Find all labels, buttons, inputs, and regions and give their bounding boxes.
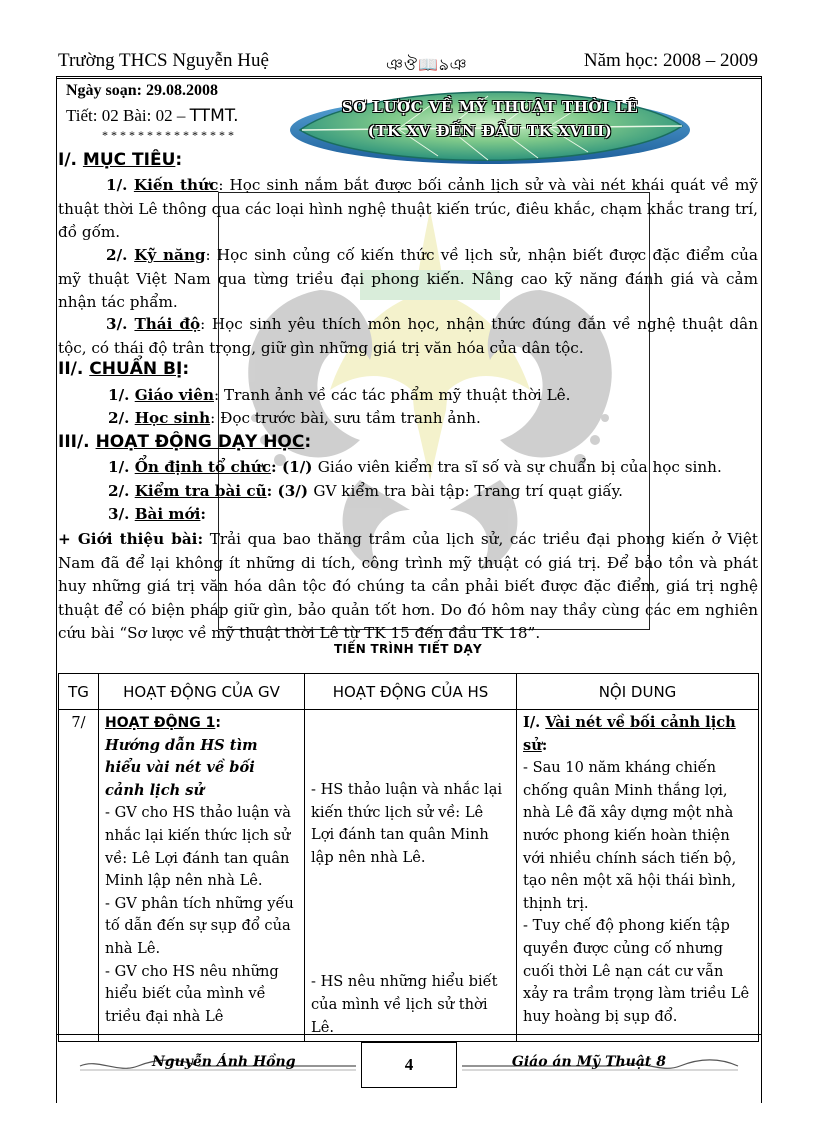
- header-ornament: ঞঔ📖ঌঞ: [386, 57, 468, 74]
- lesson-period-text: Tiết: 02 Bài: 02 –: [66, 106, 190, 125]
- step-colon: :: [200, 505, 207, 523]
- teacher-step: - GV phân tích những yếu tố dẫn đến sự sụp đổ của nhà Lê.: [105, 894, 294, 957]
- step-label: Kiểm tra bài cũ: [134, 482, 267, 500]
- step-check: [108, 482, 623, 500]
- objective-label: Kiến thức: [133, 176, 219, 194]
- col-header-student: HOẠT ĐỘNG CỦA HS: [305, 674, 517, 710]
- content-colon: :: [541, 736, 548, 754]
- prep-label: Học sinh: [134, 409, 211, 427]
- section-objectives-heading: [58, 150, 182, 170]
- step-time: : (1/): [271, 458, 318, 476]
- student-step: - HS nêu những hiểu biết của mình về lịch sử thời Lê.: [311, 973, 498, 1036]
- teacher-step: - GV cho HS thảo luận và nhắc lại kiến thức lịch sử về: Lê Lợi đánh tan quân Minh lập nên nhà Lê.: [105, 804, 291, 890]
- objective-num: 2/.: [106, 246, 135, 264]
- star-divider: ***************: [102, 128, 237, 142]
- teacher-step: - GV cho HS nêu những hiểu biết của mình về triều đại nhà Lê: [105, 962, 279, 1025]
- page-header: [58, 48, 758, 78]
- objective-text: : Học sinh củng cố kiến thức về lịch sử, nhận biết được đặc điểm của mỹ thuật Việt Nam qua từng triều đại phong kiến. Nâng cao kỹ năng đánh giá và cảm nhận tác phẩm.: [58, 246, 758, 311]
- objective-attitude: [58, 313, 758, 360]
- section-activities-heading: [58, 432, 311, 452]
- preparation-date: Ngày soạn: 29.08.2008: [66, 82, 219, 99]
- activity-subtitle: Hướng dẫn HS tìm hiểu vài nét về bối cảnh lịch sử: [105, 736, 258, 799]
- col-header-time: TG: [59, 674, 99, 710]
- lesson-period: [66, 106, 239, 126]
- prep-text: : Đọc trước bài, sưu tầm tranh ảnh.: [210, 409, 481, 427]
- prep-student: [108, 409, 481, 427]
- footer-doc-title: Giáo án Mỹ Thuật 8: [511, 1054, 666, 1070]
- banner-title-line2: (TK XV ĐẾN ĐẦU TK XVIII): [367, 122, 613, 140]
- step-text: Giáo viên kiểm tra sĩ số và sự chuẩn bị của học sinh.: [317, 458, 722, 476]
- section-title: HOẠT ĐỘNG DẠY HỌC: [95, 432, 305, 452]
- objective-num: 1/.: [106, 176, 134, 194]
- spacer: [311, 925, 510, 971]
- section-title: MỤC TIÊU: [82, 150, 176, 170]
- step-time: : (3/): [266, 482, 314, 500]
- prep-num: 2/.: [108, 409, 135, 427]
- objective-text: : Học sinh yêu thích môn học, nhận thức đúng đắn về nghệ thuật dân tộc, có thái độ trân trọng, giữ gìn những giá trị văn hóa của dân tộc.: [58, 315, 758, 357]
- prep-label: Giáo viên: [134, 386, 214, 404]
- content-item: - Tuy chế độ phong kiến tập quyền được củng cố nhưng cuối thời Lê nạn cát cư vẫn xảy ra trầm trọng làm triều Lê huy hoàng bị sụp đổ.: [523, 917, 750, 1025]
- step-num: 1/.: [108, 458, 135, 476]
- spacer: [311, 712, 510, 779]
- content-title: [523, 714, 736, 754]
- content-item: - Sau 10 năm kháng chiến chống quân Minh thắng lợi, nhà Lê đã xây dựng một nhà nước phong kiến hoàn thiện với nhiều chính sách tiến bộ, tạo nên một xã hội thái bình, thịnh trị.: [523, 759, 737, 912]
- activity-title: HOẠT ĐỘNG 1: [105, 715, 216, 731]
- activity-title-colon: :: [215, 715, 221, 731]
- lesson-plan-table: [58, 673, 759, 1042]
- prep-num: 1/.: [108, 386, 135, 404]
- footer-author: Nguyễn Ánh Hồng: [152, 1054, 296, 1070]
- cell-teacher-activity: [99, 710, 305, 1042]
- cell-student-activity: [305, 710, 517, 1042]
- objective-text: : Học sinh nắm bắt được bối cảnh lịch sử và vài nét khái quát về mỹ thuật thời Lê thông qua các loại hình nghệ thuật kiến trúc, điêu khắc, chạm khắc trang trí, đồ gốm.: [58, 176, 758, 241]
- lesson-progress-heading: TIẾN TRÌNH TIẾT DẠY: [333, 642, 483, 656]
- objective-knowledge: [58, 174, 758, 245]
- cell-time: 7/: [59, 710, 99, 1042]
- content-num: I/.: [523, 714, 546, 731]
- section-num: III/.: [58, 432, 96, 452]
- section-colon: :: [175, 150, 183, 170]
- table-header-row: [59, 674, 759, 710]
- page-footer: [56, 1034, 762, 1104]
- cell-content: [517, 710, 759, 1042]
- page-frame-right: [761, 76, 762, 1103]
- section-title: CHUẨN BỊ: [89, 359, 183, 379]
- objective-num: 3/.: [106, 315, 135, 333]
- step-text: GV kiểm tra bài tập: Trang trí quạt giấy.: [313, 482, 624, 500]
- step-label: Ổn định tổ chức: [134, 458, 272, 476]
- section-num: II/.: [58, 359, 90, 379]
- objective-label: Thái độ: [134, 315, 201, 333]
- prep-teacher: [108, 386, 570, 404]
- lesson-introduction: [58, 528, 758, 646]
- section-colon: :: [304, 432, 312, 452]
- intro-label: + Giới thiệu bài:: [58, 530, 204, 548]
- section-colon: :: [182, 359, 190, 379]
- page-frame-left: [56, 76, 57, 1103]
- intro-text: Trải qua bao thăng trầm của lịch sử, các triều đại phong kiến ở Việt Nam đã để lại không ít những di tích, công trình mỹ thuật có giá trị. Để bảo tồn và phát huy những giá trị văn hóa dân tộc đó chúng ta cần phải biết được đặc điểm, giá trị nghệ thuật để có biện pháp giữ gìn, bảo quản tốt hơn. Do đó hôm nay thầy cùng các em nghiên cứu bài “Sơ lược về mỹ thuật thời Lê từ TK 15 đến đầu TK 18”.: [58, 530, 758, 642]
- student-step: - HS thảo luận và nhắc lại kiến thức lịch sử về: Lê Lợi đánh tan quân Minh lập nên nhà Lê.: [311, 781, 503, 866]
- lesson-period-code: TTMT.: [189, 106, 239, 126]
- objective-skill: [58, 244, 758, 315]
- step-num: 2/.: [108, 482, 135, 500]
- section-preparation-heading: [58, 359, 189, 379]
- footer-divider: [56, 1034, 762, 1035]
- step-label: Bài mới: [134, 505, 201, 523]
- school-name: Trường THCS Nguyễn Huệ: [58, 50, 269, 71]
- spacer: [311, 869, 510, 925]
- content-title-text: Vài nét về bối cảnh lịch sử: [523, 714, 736, 754]
- banner-title-line1: SƠ LƯỢC VỀ MỸ THUẬT THỜI LÊ: [341, 98, 639, 116]
- page-number: 4: [361, 1042, 457, 1088]
- step-num: 3/.: [108, 505, 135, 523]
- col-header-teacher: HOẠT ĐỘNG CỦA GV: [99, 674, 305, 710]
- table-row: [59, 710, 759, 1042]
- school-year: Năm học: 2008 – 2009: [583, 50, 758, 71]
- objective-label: Kỹ năng: [134, 246, 206, 264]
- title-banner: [288, 86, 692, 166]
- header-divider: [56, 76, 762, 79]
- prep-text: : Tranh ảnh về các tác phẩm mỹ thuật thời Lê.: [214, 386, 571, 404]
- step-stabilize: [108, 458, 722, 476]
- section-num: I/.: [58, 150, 83, 170]
- col-header-content: NỘI DUNG: [517, 674, 759, 710]
- step-new-lesson: [108, 505, 206, 523]
